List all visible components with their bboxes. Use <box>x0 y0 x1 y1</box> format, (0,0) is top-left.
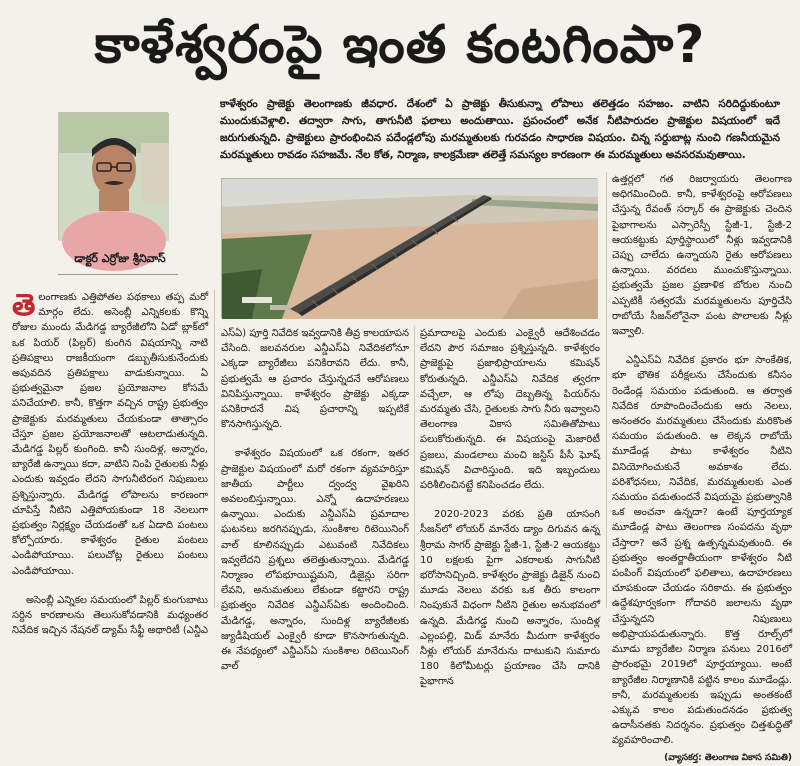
author-credit: (వ్యాసకర్త: తెలంగాణ వికాస సమితి) <box>664 752 792 763</box>
paragraph: ఎస్‌ఏ) పూర్తి నివేదిక ఇవ్వడానికి తీవ్ర కాలయాపన చేసింది. జలవనరుల ఎన్డీఎస్‌ఏ నివేదికలోనూ ఎక్కడా బ్యారేజీలు పనికిరావని లేదు. కానీ, ప్రభుత్వమే ఆ ప్రచారం చేస్తున్నదనే ఆరోపణలు వినిపిస్తున్నాయి. కాళేశ్వరం ప్రాజెక్టు ఎక్కడా పనికిరాదనే విష ప్రచారాన్ని ఇప్పటికే కొనసాగిస్తున్నది. <box>221 328 409 431</box>
column-1 <box>12 288 209 637</box>
intro-deck: కాళేశ్వరం ప్రాజెక్టు తెలంగాణకు జీవధార. దేశంలో ఏ ప్రాజెక్టు తీసుకున్నా లోపాలు తలెత్తడం సహజం. వాటిని సరిదిద్దుకుంటూ ముందుకువెళ్లాలి. తద్వారా సాగు, తాగునీటి ఫలాలు అందుతాయి. ప్రపంచంలో అనేక నీటిపారుదల ప్రాజెక్టుల విషయంలో ఇదే జరుగుతున్నది. ప్రాజెక్టులు ప్రారంభించిన పదేండ్లలోపు మరమ్మతులకు గురవడం సాధారణ విషయం. చిన్న సర్దుబాట్ల నుంచి గణనీయమైన మరమ్మతులు రావడం సహజమే. నేల కోత, నిర్మాణ, కాలక్రమేణా తలెత్తే సమస్యల కారణంగా ఈ మరమ్మతులు అవసరమవుతాయి. <box>220 98 780 161</box>
column-4 <box>612 172 792 763</box>
paragraph: అసెంబ్లీ ఎన్నికల సమయంలో పిల్లర్ కుంగుబాటు సర్దిన కారణాలను తెలుసుకోవడానికి మధ్యంతర నివేదిక ఇచ్చిన నేషనల్ డ్యామ్ సేఫ్టీ అథారిటీ (ఎన్డీఎ <box>12 594 209 637</box>
column-separator <box>606 172 607 608</box>
paragraph: ఉత్తర్లలో గత రిజర్వాయరు తెలంగాణ అధిగమించింది. కానీ, కాళేశ్వరంపై ఆరోపణలు చేస్తున్న రేవంత్ సర్కార్ ఈ ప్రాజెక్టుకు చెందిన పైభాగాలను ఎస్సారెస్పీ స్టేజీ-1, స్టేజీ-2 ఆయకట్టుకు పూర్తిస్థాయిలో నీళ్లు ఇవ్వడానికి చెప్పు చాలేదు ఉన్నాయని రైతు ఆరోపణలు ఉన్నాయి. వరదలు ముంచుకొస్తున్నాయి. ప్రభుత్వమే ప్రజల ప్రణాళిక బోరుల నుంచి ఎప్పటికీ సత్వరమే మరమ్మతులను పూర్తిచేసి రాబోయే సీజన్‌లోనైనా పంట పొలాలకు నీళ్లు ఇవ్వాలి. <box>612 174 792 338</box>
paragraph: ఎన్డీఎస్‌ఏ నివేదిక ప్రకారం భూ సాంకేతిక, భూ భౌతిక పరీక్షలను చేసేందుకు కనీసం రెండేండ్ల సమయం పడుతుంది. ఆ తర్వాత నివేదిక రూపొందించేందుకు ఆరు నెలలు, అనంతరం మరమ్మతులు చేసేందుకు మరికొంత సమయం పడుతుంది. ఆ లెక్కన రాబోయే మూడేండ్ల పాటు కాళేశ్వరం నీటిని వినియోగించుకునే అవకాశం లేదు. పరిశోధనలు, నివేదిక, మరమ్మతులకు ఎంత సమయం పడుతుందనే విషయమై ప్రభుత్వానికి ఒక అంచనా ఉన్నదా? ఉంటే పూర్తయ్యాక మూడేండ్ల పాటు తెలంగాణ సంపదను వృథా చేస్తారా? అనే ప్రశ్న ఉత్పన్నమవుతుంది. ఈ ప్రభుత్వం అంతర్జాతీయంగా కాళేశ్వరం నీటి పంపింగ్ విషయంలో ఫలితాలు, ఉదాహరణలు చూపకుండా చేయడం సరికాదు. ఈ ప్రభుత్వం ఉద్దేశపూర్వకంగా గోదావరి జలాలను వృథా చేస్తున్నదని నిపుణులు అభిప్రాయపడుతున్నారు. కొత్త రూల్స్‌లో మూడు బ్యారేజీల నిర్మాణ పనులు 2016లో ప్రారంభమై 2019లో పూర్తయ్యాయి. అంటే బ్యారేజీల నిర్మాణానికి పట్టిన కాలం మూడేండ్లు. కానీ, మరమ్మతులకు ఇప్పుడు అంతకంటే ఎక్కువ కాలం పడుతుందనడం ప్రభుత్వ ఉదాసీనతకు నిదర్శనం. ప్రభుత్వం చిత్తశుద్ధితో వ్యవహరించాలి. <box>612 355 792 747</box>
drop-cap: తె <box>12 288 36 323</box>
paragraph: కాళేశ్వరం విషయంలో ఒక రకంగా, ఇతర ప్రాజెక్టుల విషయంలో మరో రకంగా వ్యవహరిస్తూ జాతీయ పార్టీలు ద్వంద్వ వైఖరిని అవలంబిస్తున్నాయి. ఎన్నో ఉదాహరణలు ఉన్నాయి. ఎందుకు ఎన్డీఎస్‌ఏ ప్రమాదాల ఘటనలు జరగినప్పుడు, సుంకిశాల రిటెయినింగ్ వాల్ కూలినప్పుడు ఎటువంటి నివేదికలు ఇవ్వలేదని ప్రశ్నలు తలెత్తుతున్నాయి. మేడిగడ్డ నిర్మాణం లోపభూయిష్టమని, డిజైన్లు సరిగా లేవని, అనుమతులు లేకుండా కట్టారని రాష్ట్ర ప్రభుత్వం నివేదిక ఎన్డీఎస్‌ఏకు అందించింది. మేడిగడ్డ, అన్నారం, సుందిళ్ల బ్యారేజీలకు జ్యుడీషియల్ ఎంక్వైరీ కూడా కొనసాగుతున్నది. ఈ నేపథ్యంలో ఎన్డీఎస్‌ఏ సుంకిశాల రిటెయినింగ్ వాల్ <box>221 448 409 673</box>
author-photo <box>58 112 168 240</box>
column-2 <box>221 326 409 673</box>
paragraph: 2020-2023 వరకు ప్రతి యాసంగి సీజన్‌లో లోయర్ మానేరు డ్యాం దిగువన ఉన్న శ్రీరామ సాగర్ ప్రాజెక్టు స్టేజీ-1, స్టేజీ-2 ఆయకట్టు 10 లక్షలకు పైగా ఎకరాలకు సాగునీటి భరోసానిచ్చింది. కాళేశ్వరం ప్రాజెక్టు డిజైన్ నుంచి మూడు నెలలు వరకు ఒక తీరు కాలంగా నింపుకునే విధంగా నీటిని రైతుల అనుభవంలో ఉన్నది. మేడిగడ్డ నుంచి అన్నారం, సుందిళ్ల ఎల్లంపల్లి, మిడ్ మానేరు మీదుగా కాళేశ్వరం నీళ్లు లోయర్ మానేరును దాటుకుని సుమారు 180 కిలోమీటర్లు ప్రయాణం చేసి దానికి పైభాగాన <box>420 509 600 688</box>
author-divider <box>58 274 178 275</box>
paragraph: లంగాణకు ఎత్తిపోతల పథకాలు తప్ప మరో మార్గం లేదు. అసెంబ్లీ ఎన్నికలకు కొన్ని రోజుల ముందు మేడిగడ్డ బ్యారేజీలోని ఏడో బ్లాక్‌లో ఒక పియర్ (పిల్లర్) కుంగిన విషయాన్ని నాటి ప్రతిపక్షాలు రాజకీయంగా డబ్బుతీసుకునేందుకు అపువదిన ప్రతిపక్షాలు వాడుకున్నాయి. ఏ ప్రభుత్వమైనా ప్రజల ప్రయోజనాల కోసమే పనిచేయాలి. కానీ, కొత్తగా వచ్చిన రాష్ట్ర ప్రభుత్వం ప్రాజెక్టుకు మరమ్మతులు చేయకుండా తాత్సారం చేస్తూ ప్రజల ప్రయోజనాలతో ఆటలాడుతున్నది. మేడిగడ్డ పిల్లర్ కుంగింది. కానీ సుందిళ్ల, అన్నారం, బ్యారేజీ ఉన్నాయి కదా, వాటిని నింపి రైతులకు నీళ్లు ఎందుకు ఇవ్వడం లేదని సాగునీటిరంగ నిపుణులు ప్రశ్నిస్తున్నారు. మేడిగడ్డ లోపాలను కారణంగా చూపిస్తే నీటిని ఎత్తిపోయకుండా 18 నెలలుగా ప్రభుత్వం నిర్లక్ష్యం చేయడంతో ఒక ఏడాది పంటలు కోల్పోయారు. కాళేశ్వరం రైతుల పంటలు ఎండిపోయాయి. పలుచోట్ల రైతులు పంటలు ఎండిపోయాయి. <box>12 292 208 577</box>
author-name: డాక్టర్ ఎర్రోజు శ్రీనివాస్ <box>74 252 166 265</box>
headline: కాళేశ్వరంపై ఇంత కంటగింపా? <box>94 15 706 75</box>
column-separator <box>214 290 215 608</box>
barrage-photo <box>221 178 597 318</box>
paragraph: ప్రమాదాలపై ఎందుకు ఎంక్వైరీ ఆదేశించడం లేదని పౌర సమాజం ప్రశ్నిస్తున్నది. కాళేశ్వరం ప్రాజెక్టుపై ప్రజాభిప్రాయాలను కమిషన్ కోరుతున్నది. ఎన్డీఎస్‌ఏ నివేదిక త్వరగా వచ్చేలా, ఆ లోపు దెబ్బతిన్న పియర్‌ను మరమ్మతు చేసి, రైతులకు సాగు నీరు ఇవ్వాలని తెలంగాణ వికాస సమితితోపాటు పలుకోరుతున్నది. ఈ విషయంపై మెజారిటీ ప్రజలు, మండలాలు మంచి జస్టిస్ పీసీ ఘోష్ కమిషన్ విచారిస్తుంది. ఇది ఇబ్బందులు పరిశీలించినట్టే కనిపించడం లేదు. <box>420 328 600 492</box>
column-separator <box>414 326 415 608</box>
column-3 <box>420 326 600 688</box>
